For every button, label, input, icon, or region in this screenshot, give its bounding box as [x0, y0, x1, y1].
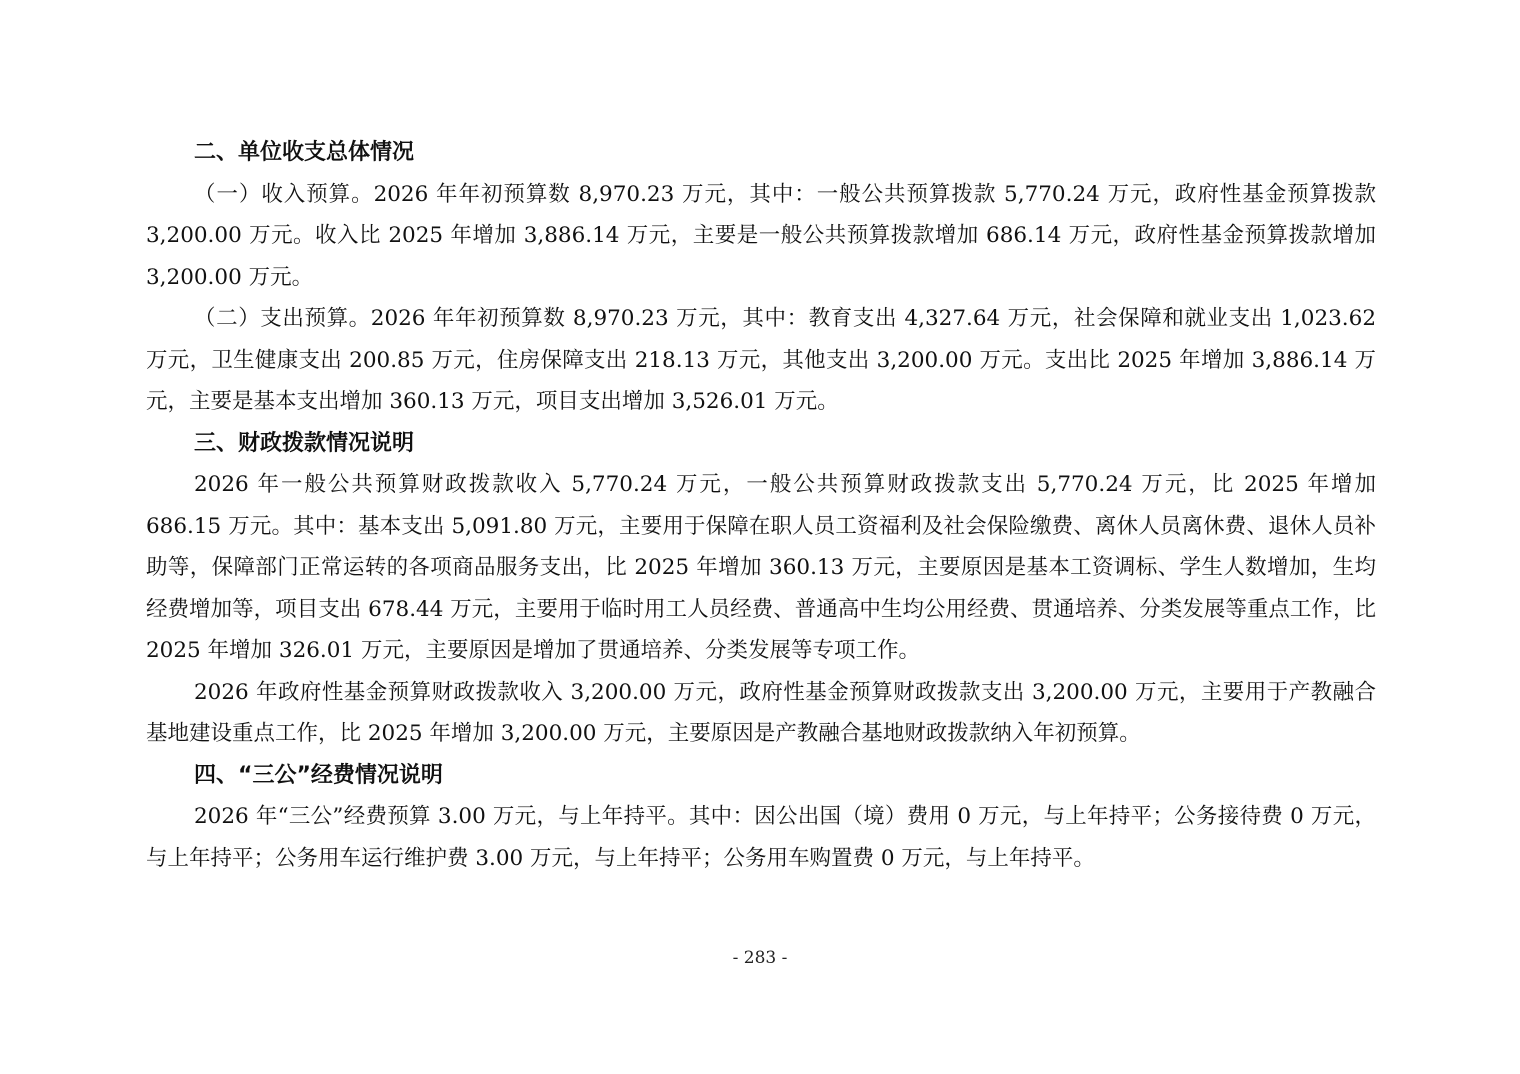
document-body	[146, 132, 1376, 879]
section-heading-fiscal-appropriation: 三、财政拨款情况说明	[194, 430, 415, 456]
paragraph-revenue-budget: （一）收入预算。2026 年年初预算数 8,970.23 万元，其中：一般公共预算拨款 5,770.24 万元，政府性基金预算拨款 3,200.00 万元。收入比 2025 年增加 3,886.14 万元，主要是一般公共预算拨款增加 686.14 万元，政府性基金预算拨款增加 3,200.00 万元。	[146, 181, 1376, 290]
section-heading-unit-revenue-expenditure: 二、单位收支总体情况	[194, 140, 415, 165]
page-number: - 283 -	[732, 948, 788, 968]
paragraph-government-fund-budget: 2026 年政府性基金预算财政拨款收入 3,200.00 万元，政府性基金预算财政拨款支出 3,200.00 万元，主要用于产教融合基地建设重点工作，比 2025 年增加 3,200.00 万元，主要原因是产教融合基地财政拨款纳入年初预算。	[146, 679, 1376, 746]
paragraph-general-public-budget: 2026 年一般公共预算财政拨款收入 5,770.24 万元，一般公共预算财政拨款支出 5,770.24 万元，比 2025 年增加 686.15 万元。其中：基本支出 5,091.80 万元，主要用于保障在职人员工资福利及社会保险缴费、离休人员离休费、退休人员补助等，保障部门正常运转的各项商品服务支出，比 2025 年增加 360.13 万元，主要原因是基本工资调标、学生人数增加，生均经费增加等，项目支出 678.44 万元，主要用于临时用工人员经费、普通高中生均公用经费、贯通培养、分类发展等重点工作，比 2025 年增加 326.01 万元，主要原因是增加了贯通培养、分类发展等专项工作。	[146, 472, 1376, 663]
section-heading-three-public-expenses: 四、“三公”经费情况说明	[194, 762, 443, 788]
paragraph-expenditure-budget: （二）支出预算。2026 年年初预算数 8,970.23 万元，其中：教育支出 4,327.64 万元，社会保障和就业支出 1,023.62 万元，卫生健康支出 200.85 万元，住房保障支出 218.13 万元，其他支出 3,200.00 万元。支出比 2025 年增加 3,886.14 万元，主要是基本支出增加 360.13 万元，项目支出增加 3,526.01 万元。	[146, 306, 1376, 414]
paragraph-three-public-expenses: 2026 年“三公”经费预算 3.00 万元，与上年持平。其中：因公出国（境）费用 0 万元，与上年持平；公务接待费 0 万元，与上年持平；公务用车运行维护费 3.00 万元，与上年持平；公务用车购置费 0 万元，与上年持平。	[146, 804, 1376, 871]
